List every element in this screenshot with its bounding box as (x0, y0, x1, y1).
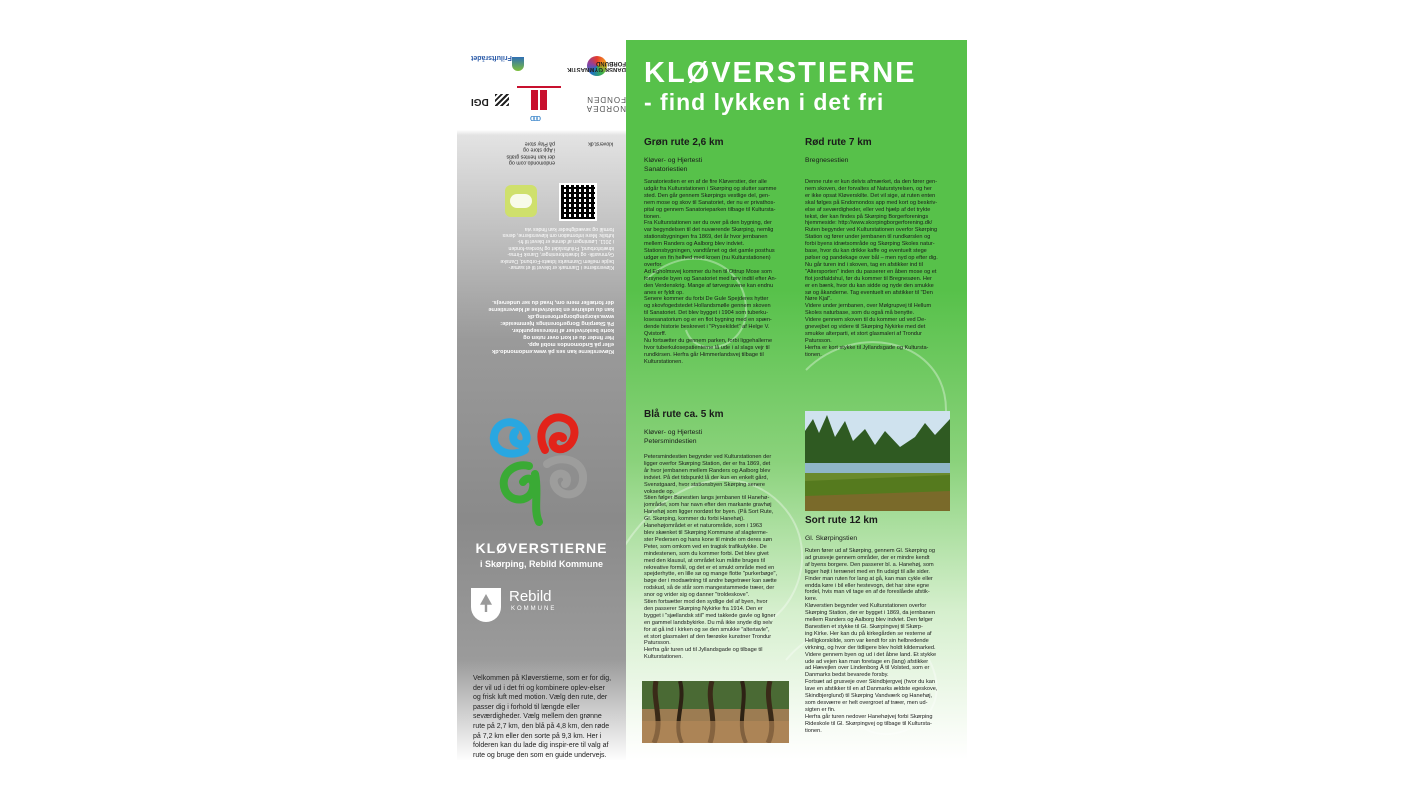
dgi-logo-icon (495, 94, 509, 106)
clover-grey-leaf (547, 459, 583, 494)
blue-route-sub2: Petersmindestien (644, 438, 697, 445)
brand-title: KLØVERSTIERNE (475, 540, 608, 556)
clover-green-leaf (504, 465, 539, 522)
rebild-shield-icon (471, 588, 501, 622)
rebild-logo-kommune: KOMMUNE (511, 606, 557, 612)
blue-route-sub1: Kløver- og Hjertesti (644, 429, 703, 436)
endomondo-app-text: endomondo.com og der kan hentes gratis i App store og på Play store (506, 140, 555, 166)
kloverst-url-text: kloverst.dk (588, 140, 613, 147)
qr-code-icon (559, 183, 597, 221)
olympic-rings-icon: ooo (530, 113, 540, 123)
black-route-sub1: Gl. Skørpingstien (805, 535, 858, 542)
green-route-body: Sanatoriestien er en af de fire Kløverstier, der alle udgår fra Kulturstationen i Skørping og slutter samme sted. Den går gennem Skørpings vestlige del, gen- nem mose og skov til Sanatoriet, der nu er privathos- pital og gennem Sanatorieparken tilbage til Kultursta- tionen. Fra Kulturstationen ser du over på den bygning, der var begyndelsen til det nuværende Skørping, nemlig stationsbygningen fra 1869, det år hvor jernbanen mellem Randers og Aalborg blev indviet. Stationsbygningen, vandtårnet og det gamle posthus udgør en fin helhed med kroen (nu Kulturstationen) overfor. Ad Egholmsvej kommer du hen til Ottrup Mose som forsynede byen og Sanatoriet med tørv indtil efter An- den Verdenskrig. Mange af tørvegravene kan endnu anes er fyldt op. Senere kommer du forbi De Gule Spejderes hytter og skovfogedstedet Hollandsmølle gennem skoven til Sanatoriet. Det blev bygget i 1904 som tuberku- losesanatorium og er en flot bygning med en spæn- dende historie beskrevet i "Prysekildet" af Helge V. Qvistorff. Nu fortsætter du gennem parken, forbi liggehallerne hvor tuberkulosepatienterne lå ude i al slags vejr til rundkirsen. Herfra går Himmerlandsvej tilbage til Kulturstationen. (644, 179, 777, 365)
dif-logo-line (517, 86, 561, 88)
page-subtitle: - find lykken i det fri (644, 89, 885, 115)
friluftsraadet-logo-icon (512, 57, 524, 71)
clover-red-leaf (541, 417, 574, 450)
forest-photo (642, 681, 789, 743)
left-panel (457, 40, 626, 760)
lake-photo (805, 411, 950, 511)
green-route-sub2: Sanatoriestien (644, 166, 688, 173)
collaboration-info-text: Kløverstierne i Danmark er blevet til et samar- bejde mellem Danmarks Idræts-Forbund, Danske Gymnastik- og Idrætsforeninger, Dansk Firma- idrætsforbund, Friluftsrådet og Nordea-fonden i 2011. Løsningen af denne er blevet til fri- luftsliv. Mere information om kløverstierne, deres formål og sevædigheder kan findes via (500, 225, 614, 270)
right-panel (626, 40, 967, 760)
endomondo-info-text: Kløverstierne kan ses på www.endomondo.dk eller på Endomondos mobil app. Her finder du et kort over ruten og korte beskrivelser af interessepunkter. På Skørping Borgerforenings hjemmeside: www.skorpingborgerforening.dk kan du udskrive en beskrivelse af kløverstierne dér fortæller mere om, hvad du ser undervejs. (488, 299, 614, 354)
blue-route-heading: Blå rute ca. 5 km (644, 409, 724, 420)
nordea-fonden-logo: NORDEA FONDEN (586, 95, 626, 113)
clover-blue-leaf (494, 422, 527, 453)
green-route-sub1: Kløver- og Hjertesti (644, 157, 703, 164)
endomondo-app-icon (505, 185, 537, 217)
black-route-body: Ruten fører ud af Skørping, gennem Gl. Skørping og ad grusveje gennem områder, der er mindre kendt af byens borgere. Den passerer bl. a. Hanehøj, som ligger højt i terrænet med en fin udsigt til alle sider. Finder man ruten for lang at gå, kan man cykle eller endda køre i bil eller hestevogn, det har sine egne fordel, hvis man vil tage en af de foreslåede afstik- kere. Kløverstien begynder ved Kulturstationen overfor Skørping Station, der er bygget i 1869, da jernbanen mellem Randers og Aalborg blev indviet. Den følger Banestien et stykke til Gl. Skørpingvej til Skørp- ing Kirke. Her kan du på kirkegården se resterne af Helligkorskilde, som var kendt for sin helbredende virkning, og hvor der tidligere blev holdt kildemarked. Videre gennem byen og ud i det åbne land. Et stykke ude ad vejen kan man foretage en (lang) afstikker ad Hævejlen over Lindenborg Å til Volsted, som er Danmarks bedst bevarede forsby. Fortsæt ad grusveje over Skindbjergvej (hvor du kan lave en afstikker til en af Danmarks ældste egeskove, Skindbjerglund) til Skørping Vandværk og Hanehøj, som desværre er helt overgroet af træer, men ud- sigten er fin. Herfra går turen nedover Hanehøjvej forbi Skørping Rideskole til Gl. Skørpingvej og tilbage til Kultursta- tionen. (805, 548, 938, 734)
page-title: KLØVERSTIERNE (644, 57, 917, 89)
green-route-heading: Grøn rute 2,6 km (644, 137, 724, 148)
dgi-logo: DGI (471, 96, 489, 107)
blue-route-body: Petersmindestien begynder ved Kulturstationen der ligger overfor Skørping Station, der er fra 1869, det år hvor jernbanen mellem Randers og Aalborg blev indviet. På det tidspunkt lå der kun en enkelt gård, Svenstgaard, hvor stationsbyen Skørping senere voksede op. Stien følger Banestien langs jernbanen til Hanehø- jområdet, som har navn efter den markante gravhøj Hanehøj som ligger nordøst for byen. (På Sort Rute, Gl. Skørping, kommer du forbi Hanehøj). Hanehøjområdet er et naturområde, som i 1963 blev skænket til Skørping Kommune af slagterme- ster Pedersen og hans kone til minde om deres søn Peter, som omkom ved en tragisk trafikulykke. De mindestenen, som du kommer forbi. Det blev givet med den klausul, at området kun måtte bruges til rekreative formål, og det er et smukt område med en spejderhytte, en lille sø og mange flotte "purkerbøge", bøge der i modsætning til andre bøgetræer kan sætte rodskud, så de står som mangestammede træer, der snor og vrider sig og danner "troldeskove". Stien fortsætter mod den sydlige del af byen, hvor den passerer Skørping Nykirke fra 1914. Den er bygget i "sjællandsk stil" med takkede gavle og ligner en gammel landsbykirke. Du må ikke snyde dig selv for at gå ind i kirken og se den smukke "altertavle", et stort glasmaleri af den færøske kunstner Trondur Patursson. Herfra går turen ud til Jyllandsgade og tilbage til Kulturstationen. (644, 454, 778, 661)
brand-subtitle: i Skørping, Rebild Kommune (479, 559, 603, 569)
clover-logo-icon (485, 412, 595, 527)
gymnastik-logo: DANSK GYMNASTIK FORBUND (566, 60, 626, 72)
friluftsraadet-logo: Friluftsrådet (471, 54, 512, 61)
rebild-logo-name: Rebild (509, 588, 552, 605)
red-route-heading: Rød rute 7 km (805, 137, 872, 148)
black-route-heading: Sort rute 12 km (805, 515, 878, 526)
intro-text: Velkommen på Kløverstierne, som er for dig, der vil ud i det fri og kombinere oplev-elser og frisk luft med motion. Vælg den rute, der passer dig i forhold til længde eller seværdigheder. Vælg mellem den grønne rute på 2,7 km, den blå på 4,8 km, den røde på 7,2 km eller den sorte på 9,3 km. Her i folderen kan du lade dig inspir-ere til valg af rute og bruge den som en guide undervejs. (473, 675, 612, 759)
red-route-sub1: Bregnesestien (805, 157, 849, 164)
dif-logo-icon (531, 90, 547, 110)
red-route-body: Denne rute er kun delvis afmærket, da den fører gen- nem skoven, der forvaltes af Naturstyrelsen, og her er ikke opsat Kløverskilte. Det vil sige, at ruten enten skal følges på Endomondos app med kort og beskriv- else af seværdigheder, eller ved hjælp af det trykte tekst, der kan findes på Skørping Borgerforenings hjemmeside: http://www.skorpingborgerforening.dk/ Ruten begynder ved Kulturstationen overfor Skørping Station og fører under jernbanen til rundkørslen og forbi byens idrætsområde og Skørping Skoles natur- base, hvor du kan drikke kaffe og eventuelt stege pølser og pandekage over bål – men nyd op efter dig. Nu går turen ind i skoven, tag en afstikker ind til "Altersporten" inden du passerer en åben mose og et flot jordfaldshul, før du kommer til Bregnesøen. Her er en bænk, hvor du kan sidde og nyde den smukke sø og åkanderne. Tag eventuelt en afstikker til "Den Nøre Kjal". Videre under jernbanen, over Mølgrupvej til Hellum Skoles naturbase, som du også må benytte. Videre gennem skoven til du kommer ud ved De- gnevejbet og videre til Skørping Nykirke med det smukke alterparti, et stort glasmaleri af Trondur Patursson. Herfra er kort stykke til Jyllandsgade og Kultursta- tionen. (805, 179, 938, 358)
